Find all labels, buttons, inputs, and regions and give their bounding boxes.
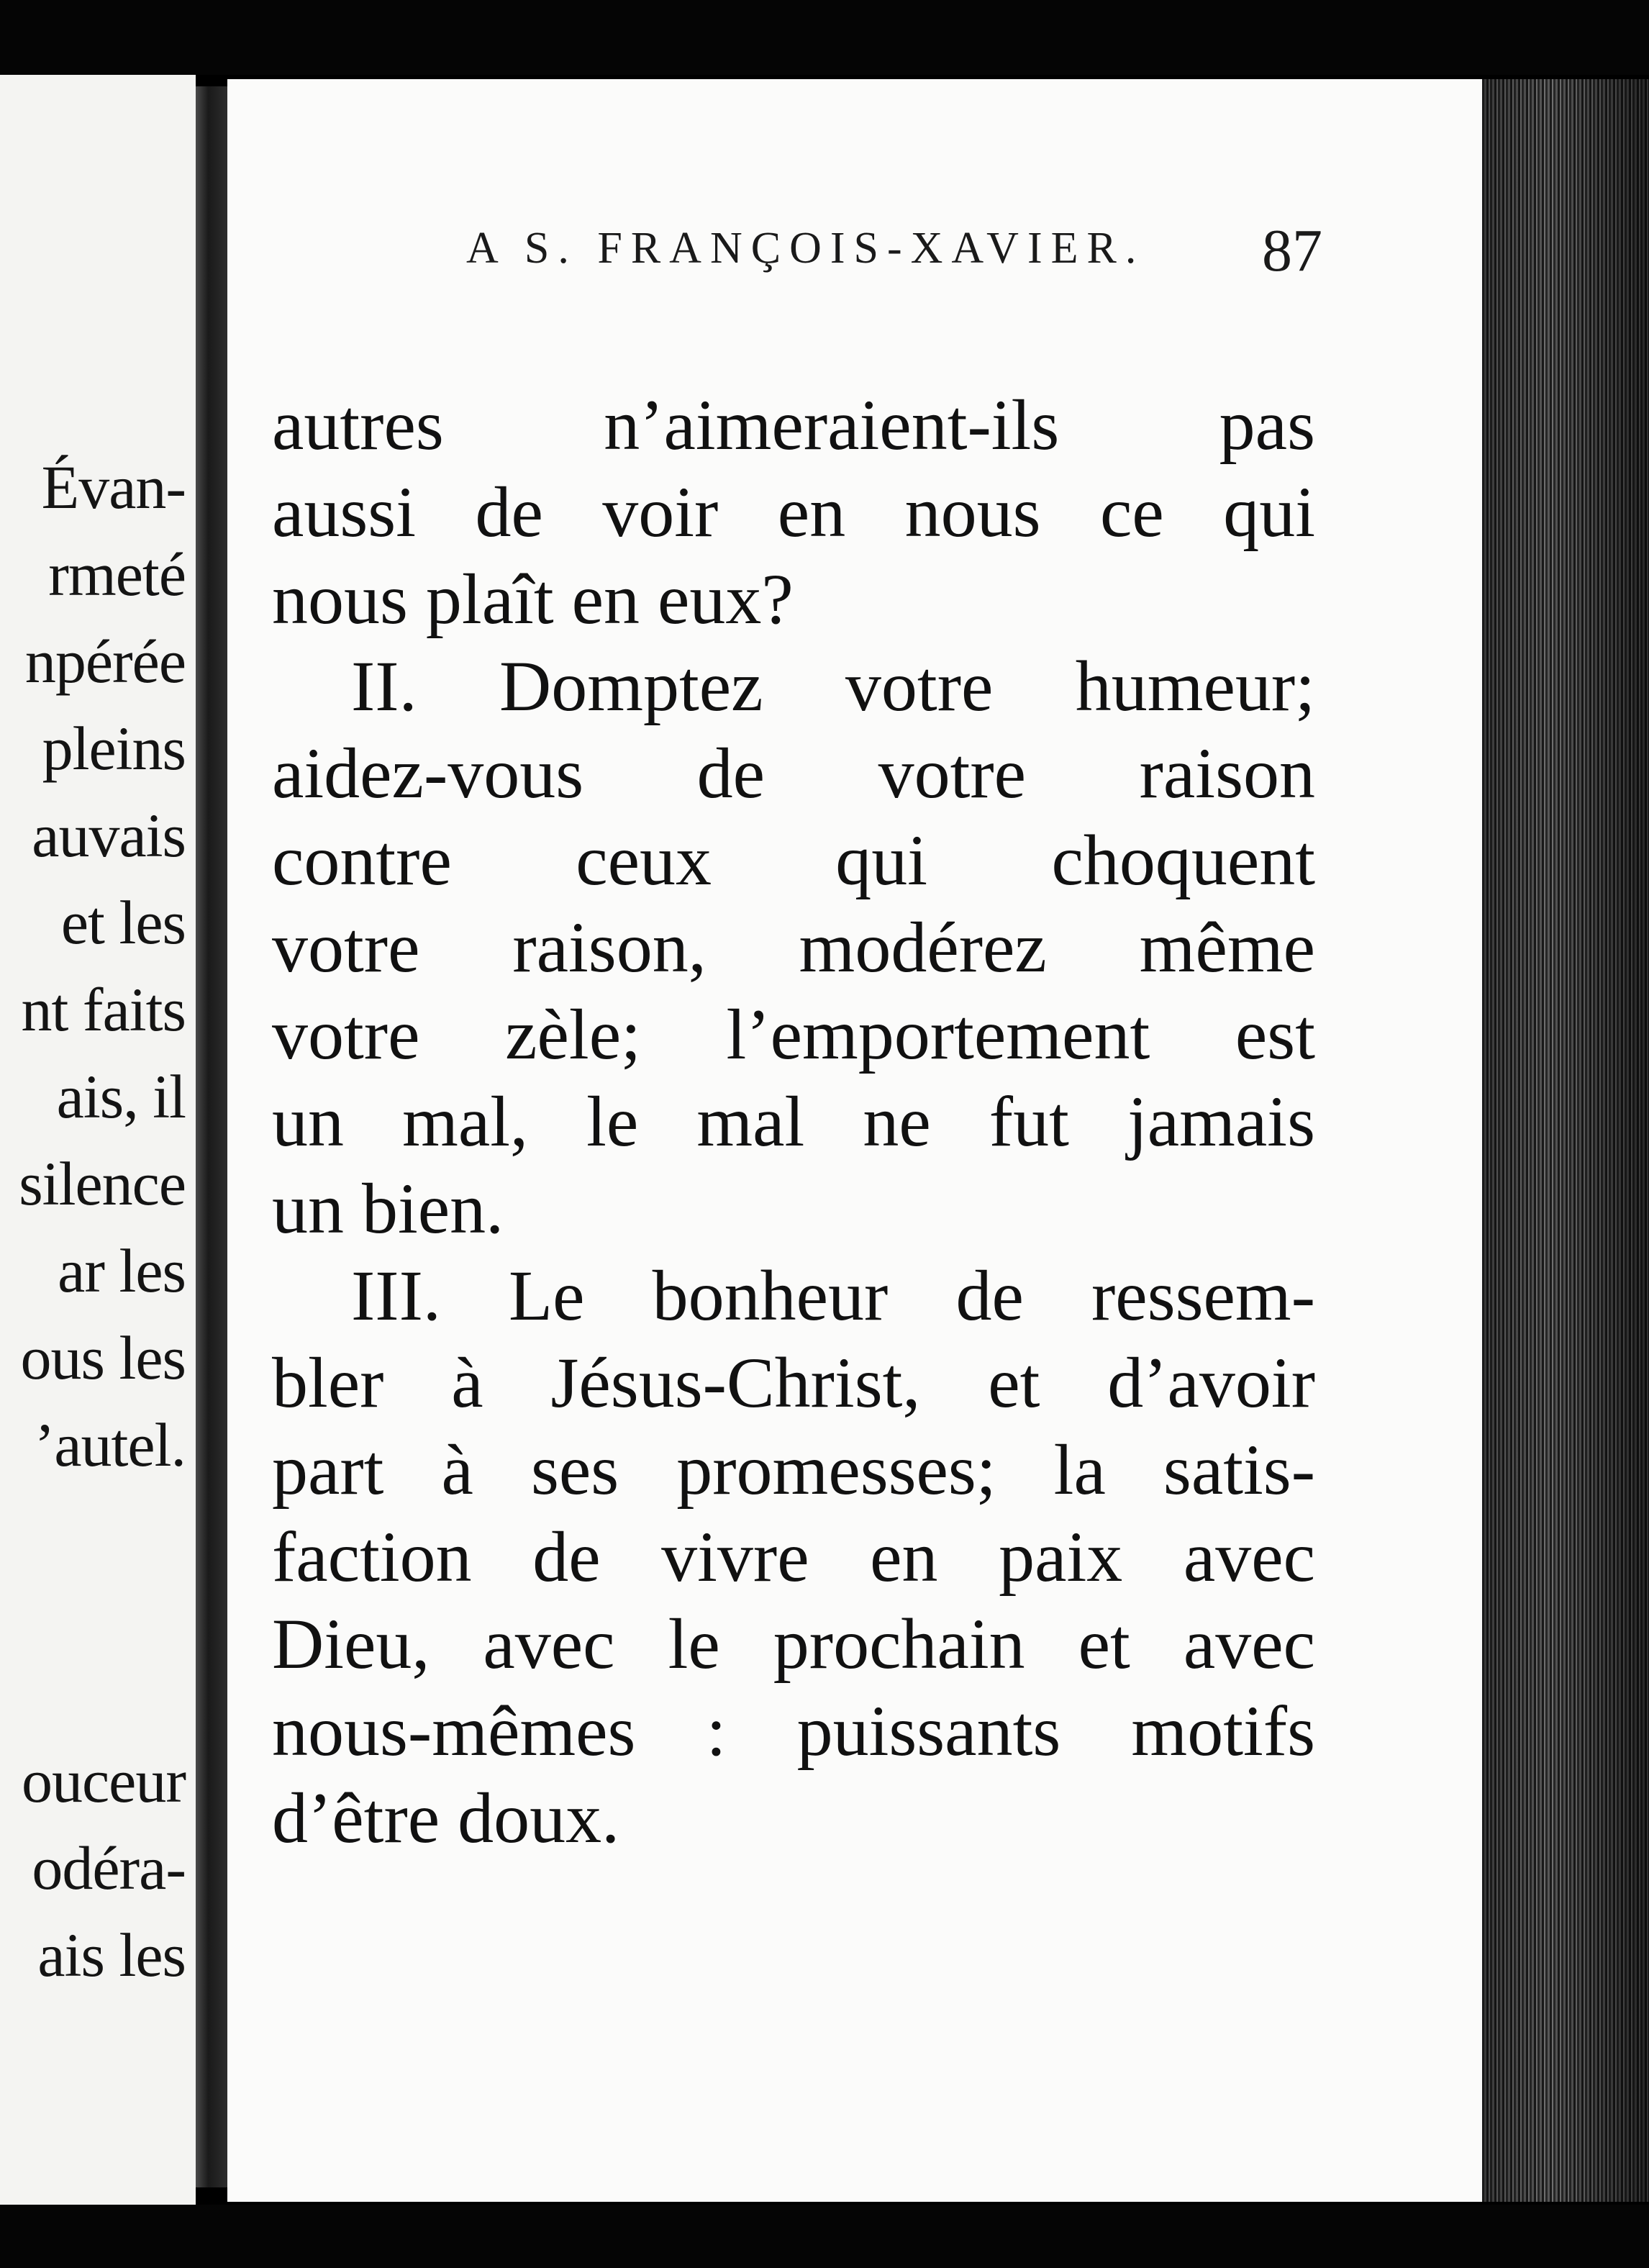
left-fragment-line: ’autel. xyxy=(34,1410,186,1479)
text-line: un bien. xyxy=(272,1169,504,1248)
text-line: bler à Jésus-Christ, et d’avoir xyxy=(272,1343,1315,1423)
paragraph-start-line: III. Le bonheur de ressem- xyxy=(351,1256,1315,1335)
left-fragment-line: ais, il xyxy=(56,1062,186,1131)
text-line: d’être doux. xyxy=(272,1778,620,1858)
left-fragment-line: silence xyxy=(19,1149,186,1218)
left-fragment-line: auvais xyxy=(32,801,186,870)
text-line: aidez-vous de votre raison xyxy=(272,733,1315,813)
left-fragment-line: rmeté xyxy=(48,540,186,609)
left-fragment-line: ais les xyxy=(37,1920,186,1990)
text-line: aussi de voir en nous ce qui xyxy=(272,472,1315,552)
page-body xyxy=(272,381,1315,1861)
text-line: nous-mêmes : puissants motifs xyxy=(272,1691,1315,1771)
page-block-shadow xyxy=(1482,79,1649,2202)
page-number: 87 xyxy=(1262,217,1322,284)
text-line: part à ses promesses; la satis- xyxy=(272,1430,1315,1510)
paragraph-start-line: II. Domptez votre humeur; xyxy=(351,646,1315,726)
text-line: faction de vivre en paix avec xyxy=(272,1517,1315,1597)
left-fragment-line: pleins xyxy=(42,714,186,783)
running-head xyxy=(243,216,1322,284)
left-fragment-line: nt faits xyxy=(21,975,186,1044)
text-line: autres n’aimeraient-ils pas xyxy=(272,385,1315,465)
left-fragment-line: npérée xyxy=(24,627,186,696)
left-fragment-line: ouceur xyxy=(22,1746,186,1815)
previous-page-fragment xyxy=(0,75,196,2205)
book-gutter xyxy=(196,86,227,2187)
text-line: contre ceux qui choquent xyxy=(272,820,1315,900)
text-line: votre zèle; l’emportement est xyxy=(272,994,1315,1074)
left-fragment-line: Évan- xyxy=(41,453,186,522)
left-fragment-line: odéra- xyxy=(32,1833,186,1902)
text-line: nous plaît en eux? xyxy=(272,559,794,639)
scan-border-top xyxy=(0,0,1649,75)
left-fragment-line: et les xyxy=(60,888,186,957)
text-line: un mal, le mal ne fut jamais xyxy=(272,1081,1315,1161)
left-fragment-line: ar les xyxy=(58,1236,186,1305)
running-head-title: A S. FRANÇOIS-XAVIER. xyxy=(466,224,1145,273)
text-line: votre raison, modérez même xyxy=(272,907,1315,987)
left-fragment-line: ous les xyxy=(20,1323,186,1392)
scan-border-bottom xyxy=(0,2205,1649,2268)
text-line: Dieu, avec le prochain et avec xyxy=(272,1604,1315,1684)
